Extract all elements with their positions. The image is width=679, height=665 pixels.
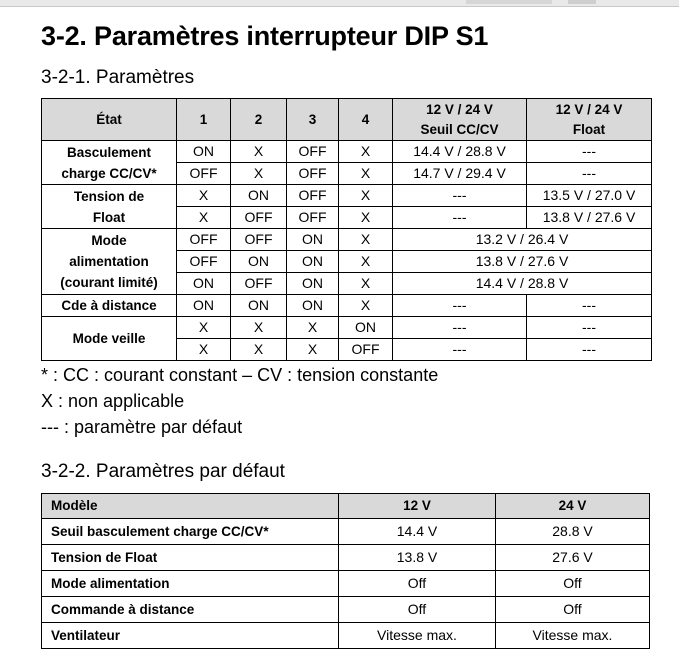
setting-label: Tension de Float xyxy=(42,545,339,571)
note-default: --- : paramètre par défaut xyxy=(41,417,243,437)
table-row xyxy=(42,317,652,339)
row-group-label-line: (courant limité) xyxy=(60,275,158,290)
switch-3-value: ON xyxy=(287,295,339,317)
switch-2-value: OFF xyxy=(231,273,287,295)
switch-4-value: X xyxy=(339,229,393,251)
value-12v: 14.4 V xyxy=(339,519,496,545)
switch-1-value: OFF xyxy=(177,229,231,251)
switch-2-value: X xyxy=(231,317,287,339)
switch-4-value: X xyxy=(339,185,393,207)
switch-1-value: OFF xyxy=(177,163,231,185)
header-model: Modèle xyxy=(42,494,339,519)
row-group-label xyxy=(42,317,177,361)
value-12v: Off xyxy=(339,571,496,597)
float-value: 13.8 V / 27.6 V xyxy=(527,207,652,229)
note-x: X : non applicable xyxy=(41,391,185,411)
switch-4-value: X xyxy=(339,207,393,229)
row-group-label-line: alimentation xyxy=(69,254,149,269)
switch-3-value: X xyxy=(287,317,339,339)
switch-1-value: ON xyxy=(177,273,231,295)
row-group-label-line: Basculement xyxy=(66,144,152,160)
table-row xyxy=(42,623,650,649)
switch-1-value: X xyxy=(177,207,231,229)
switch-4-value: OFF xyxy=(339,339,393,361)
switch-3-value: OFF xyxy=(287,185,339,207)
header-threshold-line1: 12 V / 24 V xyxy=(426,101,493,117)
switch-3-value: ON xyxy=(287,273,339,295)
switch-2-value: OFF xyxy=(231,207,287,229)
header-switch-3: 3 xyxy=(287,99,339,141)
voltage-value: 13.8 V / 27.6 V xyxy=(393,251,652,273)
threshold-value: --- xyxy=(393,339,527,361)
float-value: --- xyxy=(527,339,652,361)
setting-label: Seuil basculement charge CC/CV* xyxy=(42,519,339,545)
table-row xyxy=(42,519,650,545)
section-heading-parametres: 3-2-1. Paramètres xyxy=(41,67,195,88)
value-24v: Off xyxy=(496,597,650,623)
table-row xyxy=(42,229,652,251)
setting-label: Mode alimentation xyxy=(42,571,339,597)
section-heading-defaults: 3-2-2. Paramètres par défaut xyxy=(41,461,285,482)
switch-2-value: ON xyxy=(231,185,287,207)
table-row xyxy=(42,141,652,163)
value-24v: Vitesse max. xyxy=(496,623,650,649)
header-switch-1: 1 xyxy=(177,99,231,141)
voltage-value: 13.2 V / 26.4 V xyxy=(393,229,652,251)
switch-4-value: X xyxy=(339,141,393,163)
switch-2-value: ON xyxy=(231,295,287,317)
switch-4-value: ON xyxy=(339,317,393,339)
switch-1-value: X xyxy=(177,339,231,361)
switch-3-value: OFF xyxy=(287,141,339,163)
dip-switch-table xyxy=(41,98,652,361)
header-float-line1: 12 V / 24 V xyxy=(555,101,623,117)
top-bar-tab xyxy=(466,0,552,4)
row-group-label xyxy=(42,141,177,185)
row-group-label-line: Tension de xyxy=(73,188,145,204)
row-group-label-line: Cde à distance xyxy=(61,298,157,313)
switch-2-value: X xyxy=(231,163,287,185)
window-top-bar xyxy=(0,0,679,7)
row-group-label-line: Float xyxy=(92,209,126,225)
header-threshold-line2: Seuil CC/CV xyxy=(420,121,499,137)
float-value: --- xyxy=(527,141,652,163)
float-value: 13.5 V / 27.0 V xyxy=(527,185,652,207)
table-row xyxy=(42,571,650,597)
float-value: --- xyxy=(527,317,652,339)
table-header-row xyxy=(42,99,652,141)
switch-3-value: ON xyxy=(287,251,339,273)
voltage-value: 14.4 V / 28.8 V xyxy=(393,273,652,295)
threshold-value: --- xyxy=(393,317,527,339)
switch-1-value: OFF xyxy=(177,251,231,273)
page-title: 3-2. Paramètres interrupteur DIP S1 xyxy=(41,21,489,51)
switch-1-value: ON xyxy=(177,141,231,163)
header-24v: 24 V xyxy=(496,494,650,519)
row-group-label xyxy=(42,185,177,229)
setting-label: Commande à distance xyxy=(42,597,339,623)
switch-3-value: ON xyxy=(287,229,339,251)
table-header-row xyxy=(42,494,650,519)
switch-2-value: OFF xyxy=(231,229,287,251)
header-switch-4: 4 xyxy=(339,99,393,141)
row-group-label xyxy=(42,229,177,295)
note-cc-cv: * : CC : courant constant – CV : tension constante xyxy=(41,365,439,385)
table-row xyxy=(42,295,652,317)
switch-2-value: X xyxy=(231,141,287,163)
switch-3-value: X xyxy=(287,339,339,361)
switch-4-value: X xyxy=(339,273,393,295)
table-row xyxy=(42,597,650,623)
table-row xyxy=(42,185,652,207)
header-float xyxy=(527,99,652,141)
top-bar-tab xyxy=(568,0,596,4)
threshold-value: --- xyxy=(393,185,527,207)
switch-3-value: OFF xyxy=(287,207,339,229)
threshold-value: 14.7 V / 29.4 V xyxy=(393,163,527,185)
default-settings-table xyxy=(41,493,650,649)
value-24v: Off xyxy=(496,571,650,597)
header-float-line2: Float xyxy=(572,121,606,137)
value-24v: 28.8 V xyxy=(496,519,650,545)
float-value: --- xyxy=(527,295,652,317)
threshold-value: --- xyxy=(393,207,527,229)
float-value: --- xyxy=(527,163,652,185)
header-switch-2: 2 xyxy=(231,99,287,141)
threshold-value: 14.4 V / 28.8 V xyxy=(393,141,527,163)
row-group-label-line: Mode veille xyxy=(72,331,146,346)
switch-4-value: X xyxy=(339,163,393,185)
header-12v: 12 V xyxy=(339,494,496,519)
switch-1-value: X xyxy=(177,185,231,207)
row-group-label-line: Mode xyxy=(91,233,127,248)
switch-4-value: X xyxy=(339,295,393,317)
table-row xyxy=(42,545,650,571)
header-state: État xyxy=(42,99,177,141)
switch-4-value: X xyxy=(339,251,393,273)
switch-2-value: X xyxy=(231,339,287,361)
header-threshold xyxy=(393,99,527,141)
value-12v: Vitesse max. xyxy=(339,623,496,649)
threshold-value: --- xyxy=(393,295,527,317)
value-24v: 27.6 V xyxy=(496,545,650,571)
switch-1-value: X xyxy=(177,317,231,339)
value-12v: Off xyxy=(339,597,496,623)
value-12v: 13.8 V xyxy=(339,545,496,571)
row-group-label-line: charge CC/CV* xyxy=(61,165,157,181)
switch-1-value: ON xyxy=(177,295,231,317)
switch-3-value: OFF xyxy=(287,163,339,185)
setting-label: Ventilateur xyxy=(42,623,339,649)
row-group-label xyxy=(42,295,177,317)
switch-2-value: ON xyxy=(231,251,287,273)
